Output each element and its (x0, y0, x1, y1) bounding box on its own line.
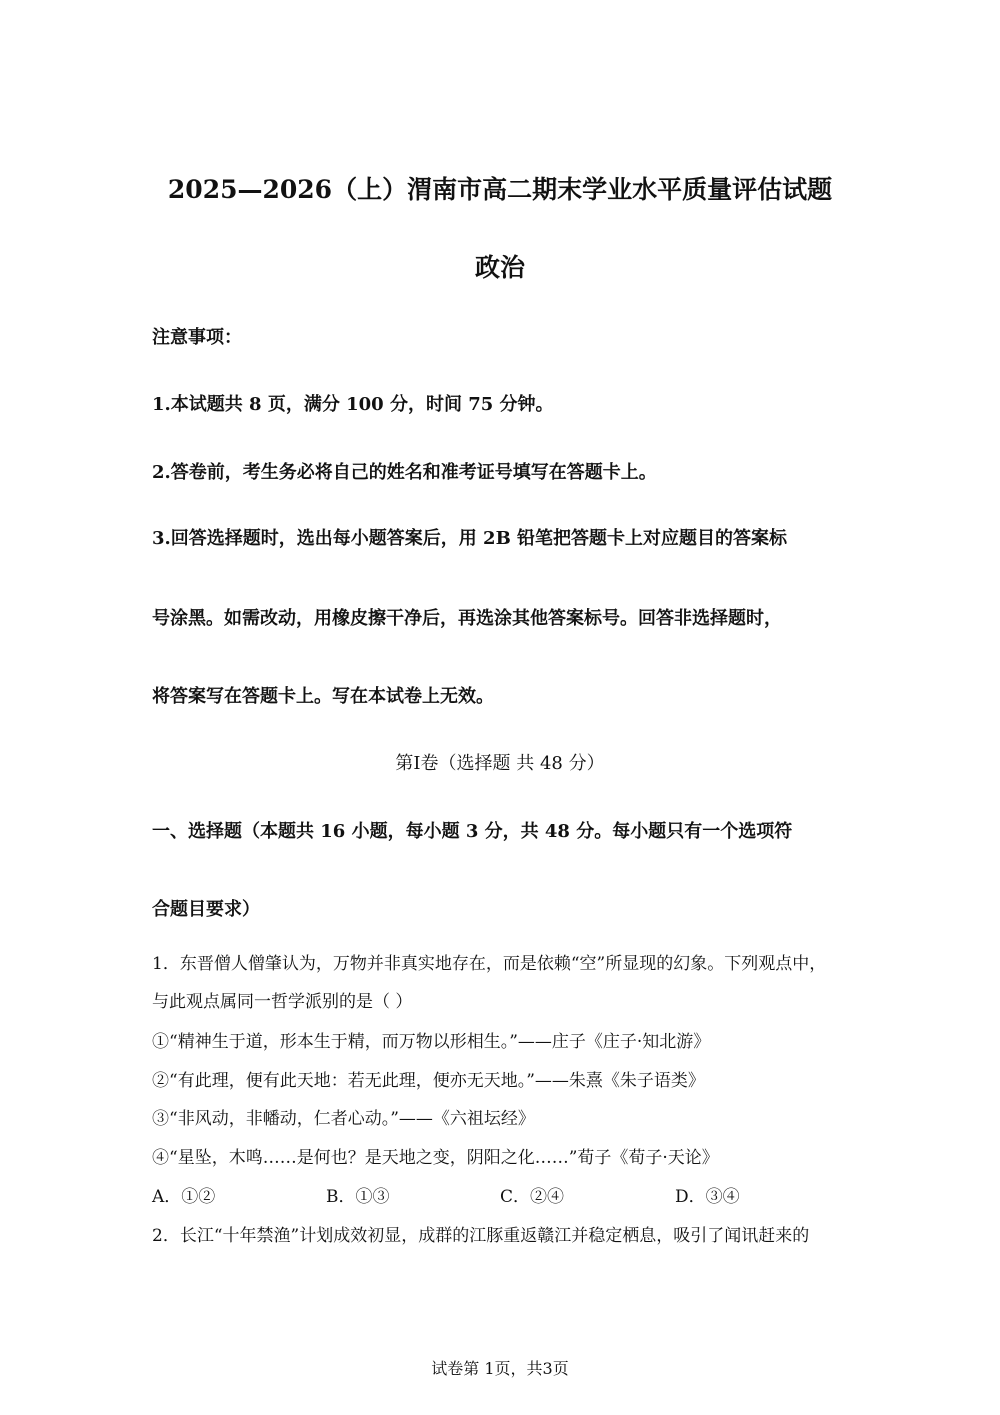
question-1-statement-1: ①“精神生于道，形本生于精，而万物以形相生。”——庄子《庄子·知北游》 (152, 1032, 711, 1052)
question-1-statement-2: ②“有此理，便有此天地：若无此理，便亦无天地。”——朱熹《朱子语类》 (152, 1071, 705, 1091)
question-1-stem-line-2: 与此观点属同一哲学派别的是（ ） (152, 992, 413, 1012)
question-1-option-d: D．③④ (675, 1187, 740, 1207)
notice-heading: 注意事项： (152, 327, 242, 348)
question-1-stem-line-1: 1．东晋僧人僧肇认为，万物并非真实地存在，而是依赖“空”所显现的幻象。下列观点中， (152, 954, 827, 974)
page-footer: 试卷第 1页，共3页 (431, 1359, 569, 1378)
exam-title: 2025—2026（上）渭南市高二期末学业水平质量评估试题 (167, 175, 833, 204)
section-1-instruction-line-2: 合题目要求） (152, 899, 260, 920)
section-1-instruction-line-1: 一、选择题（本题共 16 小题，每小题 3 分，共 48 分。每小题只有一个选项符 (152, 821, 793, 842)
question-1-statement-3: ③“非风动，非幡动，仁者心动。”——《六祖坛经》 (152, 1109, 535, 1129)
notice-item-3-line-2: 号涂黑。如需改动，用橡皮擦干净后，再选涂其他答案标号。回答非选择题时， (152, 608, 782, 629)
notice-item-3-line-3: 将答案写在答题卡上。写在本试卷上无效。 (152, 686, 494, 707)
question-1-option-a: A．①② (152, 1187, 216, 1207)
subject-title: 政治 (474, 253, 525, 282)
notice-item-2: 2.答卷前，考生务必将自己的姓名和准考证号填写在答题卡上。 (152, 462, 657, 483)
question-1-option-b: B．①③ (326, 1187, 390, 1207)
question-1-option-c: C．②④ (500, 1187, 565, 1207)
question-2-stem-line-1: 2．长江“十年禁渔”计划成效初显，成群的江豚重返赣江并稳定栖息，吸引了闻讯赶来的 (152, 1226, 810, 1246)
question-1-statement-4: ④“星坠，木鸣……是何也？是天地之变，阴阳之化……”荀子《荀子·天论》 (152, 1148, 719, 1168)
notice-item-3-line-1: 3.回答选择题时，选出每小题答案后，用 2B 铅笔把答题卡上对应题目的答案标 (152, 528, 788, 549)
part-1-heading: 第Ⅰ卷（选择题 共 48 分） (395, 753, 605, 774)
notice-item-1: 1.本试题共 8 页，满分 100 分，时间 75 分钟。 (152, 394, 554, 415)
